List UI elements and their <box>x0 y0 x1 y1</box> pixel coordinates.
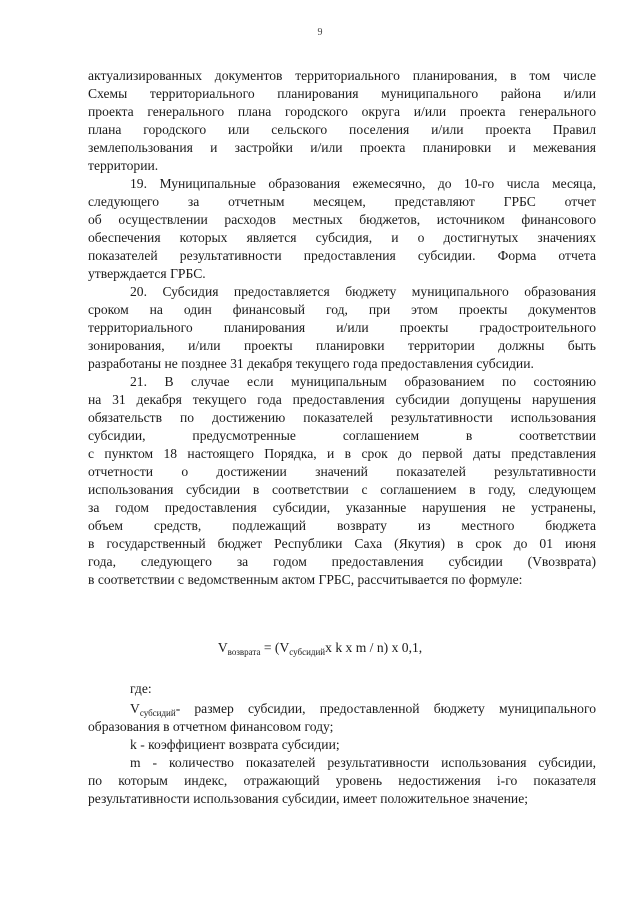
text-line: зонирования, и/или проекты планировки территории должны быть <box>88 338 596 353</box>
definition-v-subsidy: $V_{субсидий}-$ размер субсидии, предоставленной бюджету муниципального <box>130 701 596 718</box>
text-line: обязательств по достижению показателей результативности использования <box>88 410 596 425</box>
text-line: образования в отчетном финансовом году; <box>88 719 334 734</box>
text-line: отчетности о достижении значений показателей результативности <box>88 464 596 479</box>
text-line: землепользования и застройки и/или проекта планировки и межевания <box>88 140 596 155</box>
where-label: где: <box>130 681 152 696</box>
text-line: объем средств, подлежащий возврату из местного бюджета <box>88 518 596 533</box>
definition-m: m - количество показателей результативности использования субсидии, <box>130 755 596 770</box>
paragraph-21-start: 21. В случае если муниципальным образованием по состоянию <box>130 374 596 389</box>
text-line: за годом предоставления субсидии, указанные нарушения не устранены, <box>88 500 596 515</box>
text-line: плана городского или сельского поселения и/или проекта Правил <box>88 122 596 137</box>
text-line: проекта генерального плана городского округа и/или проекта генерального <box>88 104 596 119</box>
text-line: на 31 декабря текущего года предоставления субсидии допущены нарушения <box>88 392 596 407</box>
paragraph-19-start: 19. Муниципальные образования ежемесячно, до 10-го числа месяца, <box>130 176 596 191</box>
text-line: сроком на один финансовый год, при этом проекты документов <box>88 302 596 317</box>
text-line: использования субсидии в соответствии с соглашением в году, следующем <box>88 482 596 497</box>
text-line: следующего за отчетным месяцем, представляют ГРБС отчет <box>88 194 596 209</box>
text-line: обеспечения которых является субсидия, и о достигнутых значениях <box>88 230 596 245</box>
text-line: с пунктом 18 настоящего Порядка, и в срок до первой даты представления <box>88 446 596 461</box>
text-line: показателей результативности предоставления субсидии. Форма отчета <box>88 248 596 263</box>
text-line: в соответствии с ведомственным актом ГРБС, рассчитывается по формуле: <box>88 572 523 587</box>
paragraph-20-start: 20. Субсидия предоставляется бюджету муниципального образования <box>130 284 596 299</box>
text-line: года, следующего за годом предоставления субсидии (Vвозврата) <box>88 554 596 569</box>
text-line: территории. <box>88 158 159 173</box>
text-line: результативности использования субсидии, имеет положительное значение; <box>88 791 529 806</box>
text-line: по которым индекс, отражающий уровень недостижения i-го показателя <box>88 773 596 788</box>
text-line: разработаны не позднее 31 декабря текущего года предоставления субсидии. <box>88 356 534 371</box>
text-line: территориального планирования и/или проекты градостроительного <box>88 320 596 335</box>
text-line: актуализированных документов территориального планирования, в том числе <box>88 68 596 83</box>
text-line: Схемы территориального планирования муниципального района и/или <box>88 86 596 101</box>
return-formula: $V_{возврата} = (V_{субсидий}x$ k x m / n) x 0,1, <box>217 640 423 657</box>
page-number: 9 <box>317 27 323 38</box>
text-line: субсидии, предусмотренные соглашением в соответствии <box>88 428 596 443</box>
text-line: утверждается ГРБС. <box>88 266 206 281</box>
text-line: об осуществлении расходов местных бюджетов, источником финансового <box>88 212 596 227</box>
text-line: в государственный бюджет Республики Саха (Якутия) в срок до 01 июня <box>88 536 596 551</box>
definition-k: k - коэффициент возврата субсидии; <box>130 737 340 752</box>
